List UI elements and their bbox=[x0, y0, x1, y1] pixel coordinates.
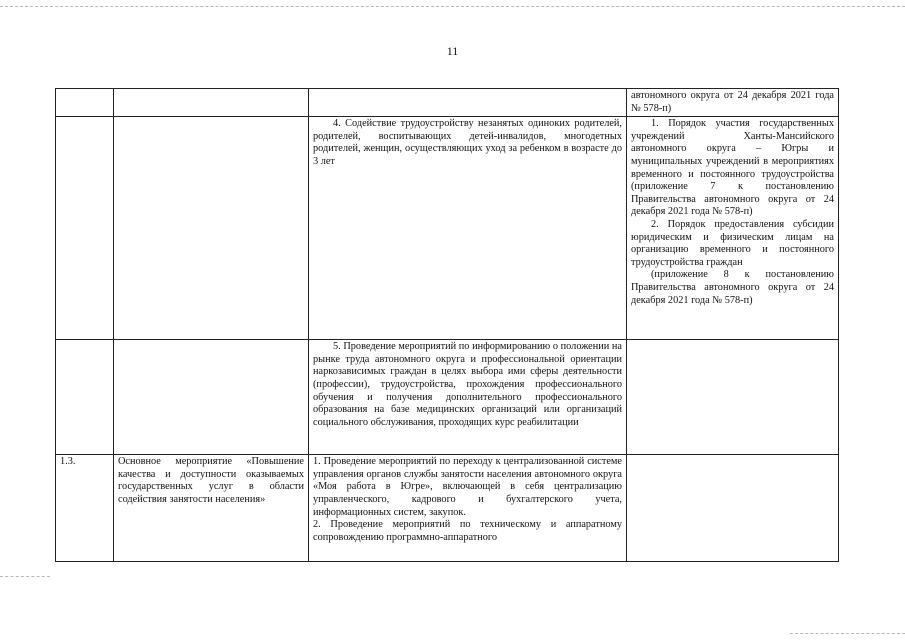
cell-measures bbox=[309, 340, 627, 455]
cell-measures bbox=[309, 117, 627, 340]
cell-activity-name bbox=[114, 340, 309, 455]
activities-table bbox=[55, 88, 839, 562]
measure-text: 4. Содействие трудоустройству незанятых одиноких родителей, родителей, воспитывающих детей-инвалидов, многодетных родителей, женщин, осуществляющих уход за ребенком в возрасте до 3 лет bbox=[313, 118, 622, 167]
measure-text: 5. Проведение мероприятий по информированию о положении на рынке труда автономного округа и профессиональной ориентации наркозависимых граждан в целях выбора ими сферы деятельности (профессии), трудоустройства, прохождения профессионального обучения и получения дополнительного профессионального образования на базе медицинских организаций или организаций социального обслуживания, проходящих курс реабилитации bbox=[313, 341, 622, 428]
cell-sources bbox=[627, 455, 839, 562]
cell-number: 1.3. bbox=[56, 455, 114, 562]
cell-number bbox=[56, 117, 114, 340]
cell-number bbox=[56, 340, 114, 455]
cell-number bbox=[56, 89, 114, 117]
cell-activity-name: Основное мероприятие «Повышение качества и доступности оказываемых государственных услуг в области содействия занятости населения» bbox=[114, 455, 309, 562]
measure-text: 1. Проведение мероприятий по переходу к централизованной системе управления органов службы занятости населения автономного округа «Моя работа в Югре», включающей в себя централизацию управленческого, кадрового и бухгалтерского учета, информационных систем, закупок. bbox=[313, 456, 622, 518]
cell-sources bbox=[627, 117, 839, 340]
scan-edge-bottom-right bbox=[790, 633, 905, 634]
source-text: 2. Порядок предоставления субсидии юридическим и физическим лицам на организацию временного и постоянного трудоустройства граждан bbox=[631, 218, 834, 268]
table-row bbox=[56, 340, 839, 455]
cell-sources bbox=[627, 89, 839, 117]
cell-measures bbox=[309, 455, 627, 562]
cell-activity-name bbox=[114, 117, 309, 340]
scan-edge-top bbox=[0, 6, 905, 7]
table-row bbox=[56, 455, 839, 562]
cell-measures bbox=[309, 89, 627, 117]
scan-edge-bottom-left bbox=[0, 576, 50, 577]
source-text: автономного округа от 24 декабря 2021 года № 578-п) bbox=[631, 90, 834, 114]
table-row bbox=[56, 89, 839, 117]
table-row bbox=[56, 117, 839, 340]
cell-sources bbox=[627, 340, 839, 455]
measures-clip bbox=[313, 456, 622, 560]
page-number: 11 bbox=[446, 44, 459, 58]
cell-activity-name bbox=[114, 89, 309, 117]
measure-text: 2. Проведение мероприятий по техническому и аппаратному сопровождению программно-аппаратного bbox=[313, 519, 622, 543]
source-text: (приложение 8 к постановлению Правительства автономного округа от 24 декабря 2021 года № 578-п) bbox=[631, 269, 834, 306]
source-text: 1. Порядок участия государственных учреждений Ханты-Мансийского автономного округа – Югры и муниципальных учреждений в мероприятиях временного и постоянного трудоустройства (приложение 7 к постановлению Правительства автономного округа от 24 декабря 2021 года № 578-п) bbox=[631, 118, 834, 218]
